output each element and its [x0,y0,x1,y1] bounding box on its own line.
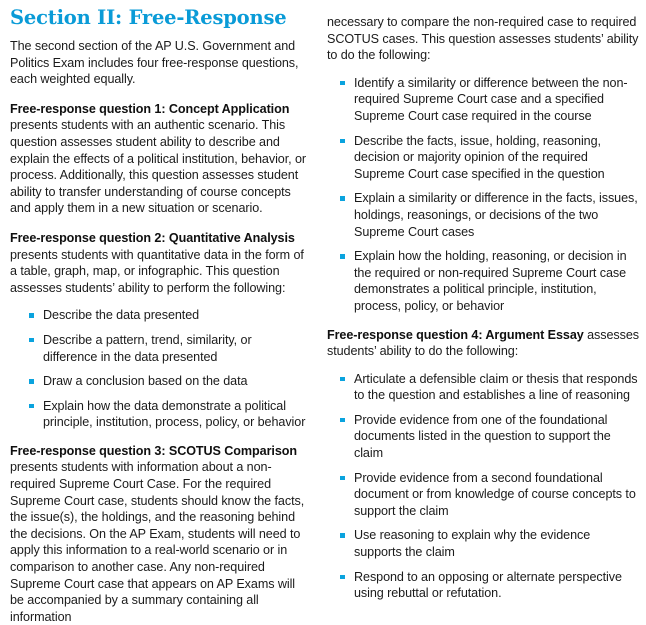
free-response-question-3-paragraph [10,443,309,625]
free-response-question-1-body: presents students with an authentic scenario. This question assesses student ability to describe and explain the effects of a political institution, behavior, or process. Additionally, this question assesses student ability to transfer understanding of course concepts and apply them in a new situation or scenario. [10,118,306,216]
list-item: Describe a pattern, trend, similarity, or difference in the data presented [29,332,309,365]
list-item: Use reasoning to explain why the evidence supports the claim [340,527,640,560]
list-item: Explain a similarity or difference in the facts, issues, holdings, reasonings, or decisions of the two Supreme Court cases [340,190,640,240]
free-response-question-3-bullet-list [327,75,640,315]
free-response-question-2-paragraph [10,230,309,296]
free-response-question-4-paragraph [327,327,640,360]
free-response-question-2-heading: Free-response question 2: Quantitative Analysis [10,230,295,245]
free-response-question-4-heading: Free-response question 4: Argument Essay [327,327,584,342]
list-item: Respond to an opposing or alternate perspective using rebuttal or refutation. [340,569,640,602]
free-response-question-1-paragraph [10,101,309,217]
list-item: Describe the facts, issue, holding, reasoning, decision or majority opinion of the required Supreme Court case specified in the question [340,133,640,183]
free-response-question-3-heading: Free-response question 3: SCOTUS Comparison [10,443,297,458]
list-item: Draw a conclusion based on the data [29,373,309,390]
free-response-question-2-bullet-list [10,307,309,431]
free-response-question-2-body: presents students with quantitative data in the form of a table, graph, map, or infographic. This question assesses students’ ability to perform the following: [10,247,304,295]
list-item: Describe the data presented [29,307,309,324]
free-response-question-1-heading: Free-response question 1: Concept Application [10,101,290,116]
list-item: Provide evidence from a second foundational document or from knowledge of course concepts to support the claim [340,470,640,520]
list-item: Explain how the holding, reasoning, or decision in the required or non-required Supreme Court case demonstrates a political principle, institution, process, policy, or behavior [340,248,640,314]
free-response-question-4-bullet-list [327,371,640,602]
left-column [0,0,323,624]
list-item: Explain how the data demonstrate a political principle, institution, process, policy, or behavior [29,398,309,431]
list-item: Articulate a defensible claim or thesis that responds to the question and establishes a line of reasoning [340,371,640,404]
free-response-question-4-body: assesses students’ ability to do the following: [327,327,639,359]
free-response-question-3-continuation: necessary to compare the non-required case to required SCOTUS cases. This question assesses students’ ability to do the following: [327,15,639,63]
free-response-question-3-body: presents students with information about a non-required Supreme Court Case. For the required Supreme Court case, students should know the facts, the issue(s), the holdings, and the reasoning behind the decisions. On the AP Exam, students will need to apply this information to a real-world scenario or in comparison to another case. Any non-required Supreme Court case that appears on AP Exams will be accompanied by a summary containing all information [10,460,305,624]
page-title: Section II: Free-Response [10,6,287,29]
intro-paragraph: The second section of the AP U.S. Government and Politics Exam includes four free-response questions, each weighted equally. [10,39,299,87]
list-item: Provide evidence from one of the foundational documents listed in the question to support the claim [340,412,640,462]
right-column [323,0,646,601]
list-item: Identify a similarity or difference between the non-required Supreme Court case and a specified Supreme Court case required in the course [340,75,640,125]
